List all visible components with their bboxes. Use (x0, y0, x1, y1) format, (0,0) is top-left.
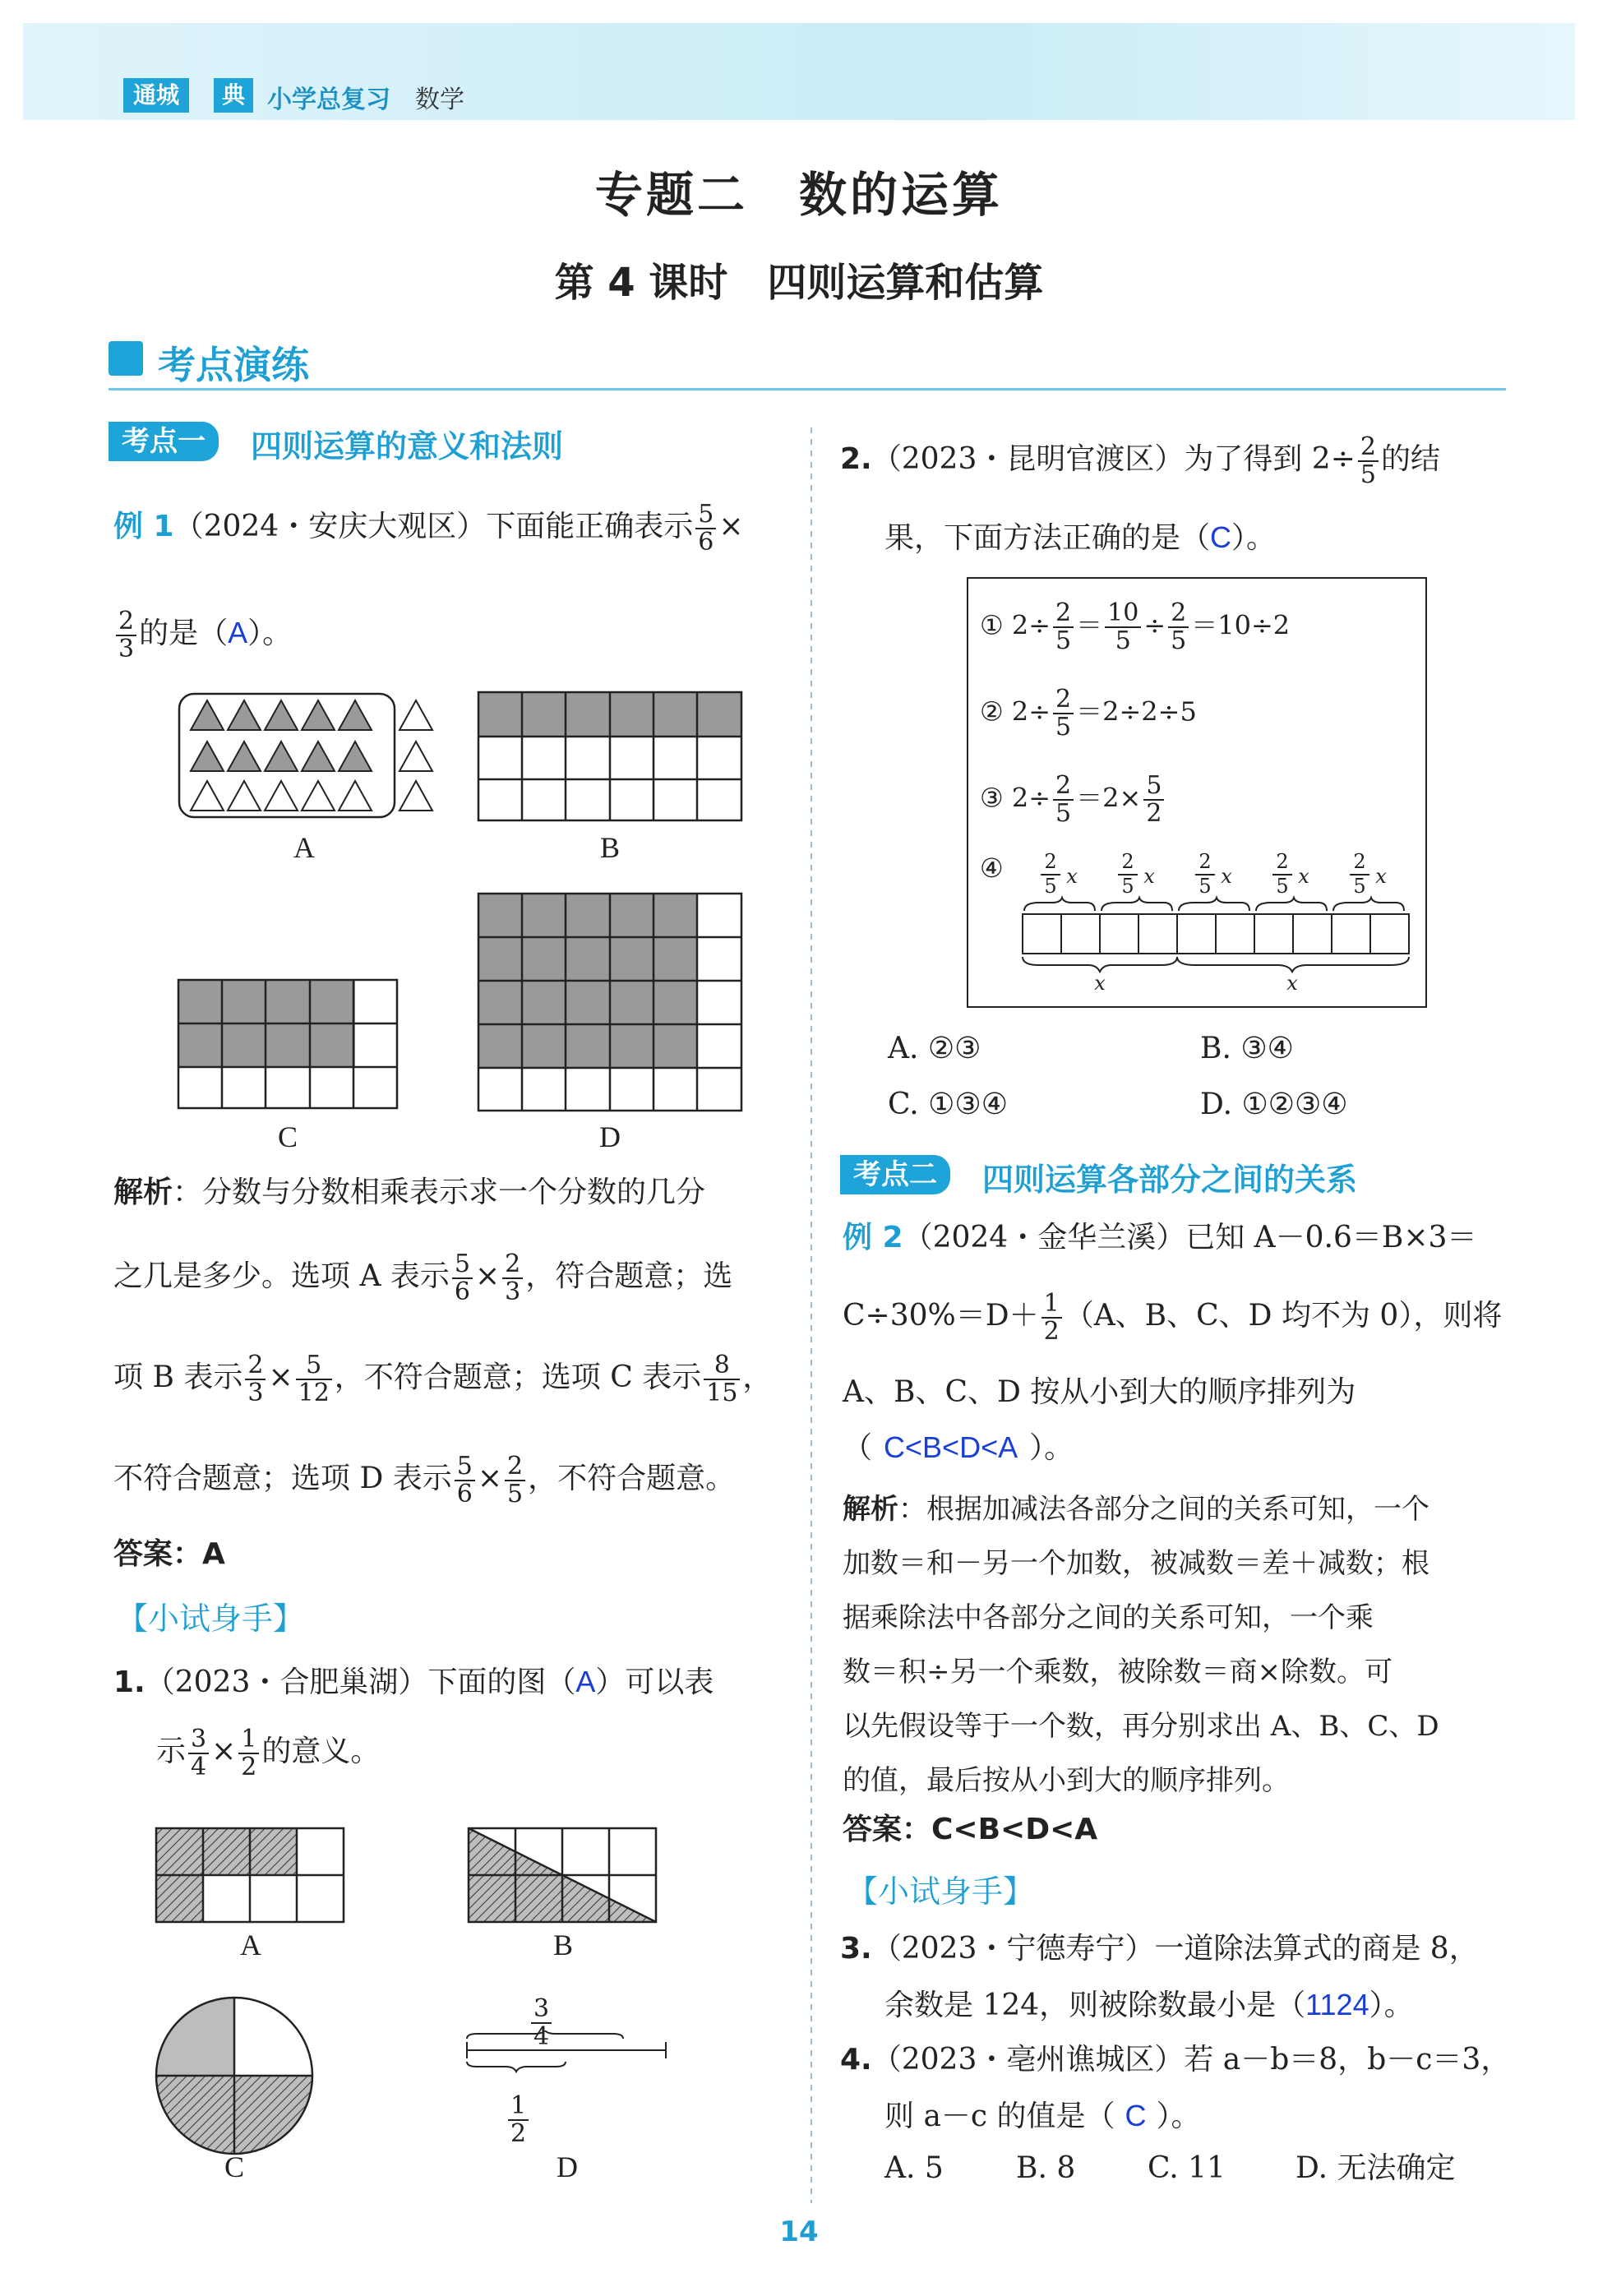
caption-q1-c: C (224, 2150, 244, 2183)
svg-text:x: x (1066, 865, 1078, 888)
question-4-line-1: 4.（2023・亳州谯城区）若 a－b＝8，b－c＝3， (840, 2043, 1511, 2077)
list-icon (109, 341, 143, 376)
svg-text:5: 5 (1044, 875, 1057, 898)
question-1-line-1: 1.（2023・合肥巢湖）下面的图（A）可以表 (113, 1665, 714, 1699)
answer: C<B<D<A (884, 1430, 1018, 1464)
answer: A (228, 616, 248, 649)
figure-ex1-a (173, 689, 444, 820)
q2-option-d: D. ①②③④ (1200, 1088, 1348, 1121)
figure-ex1-d (477, 892, 743, 1112)
figure-q1-d-bottom-fraction: $\frac{1}{2}$ (506, 2093, 531, 2147)
example-label: 例 1 (113, 510, 174, 543)
question-2-line-2: 果，下面方法正确的是（C）。 (884, 520, 1277, 555)
analysis-1-line-4: 不符合题意；选项 D 表示 $\frac{5}{6}$ × $\frac{2}{5}$ ，不符合题意。 (113, 1452, 736, 1508)
lesson-title: 第 4 课时 四则运算和估算 (554, 260, 1044, 306)
example-1-stem-2: $\frac{2}{3}$ 的是（A）。 (113, 608, 292, 663)
svg-text:2: 2 (1198, 850, 1212, 873)
svg-text:2: 2 (1044, 850, 1057, 873)
svg-text:5: 5 (1353, 875, 1366, 898)
brand-badge: 通城 (123, 78, 189, 113)
example-2-line-2: C÷30%＝D＋ $\frac{1}{2}$ （A、B、C、D 均不为 0），则将 (843, 1289, 1503, 1346)
caption-q1-b: B (552, 1929, 573, 1961)
caption-b: B (599, 831, 620, 864)
svg-text:x: x (1375, 865, 1387, 888)
fraction: $\frac{2}{3}$ (116, 608, 136, 663)
svg-text:x: x (1286, 972, 1298, 993)
column-divider (811, 427, 812, 2203)
q4-option-b: B. 8 (1016, 2151, 1076, 2185)
figure-q1-b (467, 1827, 658, 1924)
svg-text:5: 5 (1276, 875, 1289, 898)
subject-name: 数学 (415, 85, 464, 114)
answer: C (1125, 2099, 1147, 2132)
svg-text:5: 5 (1121, 875, 1134, 898)
svg-text:5: 5 (1198, 875, 1212, 898)
question-1-line-2: 示 $\frac{3}{4}$ × $\frac{1}{2}$ 的意义。 (156, 1725, 381, 1781)
example-1-stem: 例 1（2024・安庆大观区）下面能正确表示 $\frac{5}{6}$ × (113, 500, 744, 557)
method-4-label: ④ (980, 852, 1004, 884)
answer-2: 答案：C<B<D<A (843, 1813, 1098, 1846)
caption-q1-a: A (240, 1929, 261, 1961)
q2-option-a: A. ②③ (888, 1032, 981, 1065)
question-3-line-2: 余数是 124，则被除数最小是（1124）。 (884, 1988, 1414, 2022)
svg-text:2: 2 (1121, 850, 1134, 873)
example-2-line-1: 例 2（2024・金华兰溪）已知 A－0.6＝B×3＝ (843, 1221, 1477, 1254)
question-3-line-1: 3.（2023・宁德寿宁）一道除法算式的商是 8， (840, 1932, 1479, 1966)
page-number: 14 (779, 2215, 819, 2248)
analysis-2: 解析：根据加减法各部分之间的关系可知，一个 加数＝和－另一个加数，被减数＝差＋减数；根 据乘除法中各部分之间的关系可知，一个乘 数＝积÷另一个乘数，被除数＝商×除数。可 以先假设等于一个数，再分别求出 A、B、C、D 的值，最后按从小到大的顺序排列。 (843, 1493, 1439, 1797)
kd1-title: 四则运算的意义和法则 (251, 428, 564, 464)
section-heading: 考点演练 (158, 343, 309, 387)
try-label-1: 【小试身手】 (117, 1601, 305, 1637)
answer: 1124 (1305, 1988, 1369, 2021)
example-2-line-4: （ C<B<D<A ）。 (843, 1430, 1074, 1465)
analysis-1-line-1: 解析：分数与分数相乘表示求一个分数的几分 (113, 1176, 706, 1209)
answer-1: 答案：A (113, 1537, 225, 1571)
kd2-tag: 考点二 (840, 1155, 950, 1194)
kd2-title: 四则运算各部分之间的关系 (982, 1162, 1358, 1198)
figure-q1-c (155, 1996, 314, 2155)
analysis-1-line-2: 之几是多少。选项 A 表示 $\frac{5}{6}$ × $\frac{2}{3}$ ，符合题意；选 (113, 1250, 733, 1306)
q4-option-c: C. 11 (1148, 2151, 1226, 2185)
topic-title: 专题二 数的运算 (594, 167, 1003, 223)
caption-d: D (599, 1120, 621, 1153)
svg-text:x: x (1221, 865, 1232, 888)
kd1-tag: 考点一 (109, 422, 219, 461)
svg-text:2: 2 (1276, 850, 1289, 873)
figure-q1-d-top-fraction: $\frac{3}{4}$ (529, 1996, 554, 2050)
answer: A (575, 1665, 596, 1698)
method-4-diagram (1014, 845, 1417, 993)
header-banner (23, 23, 1575, 120)
section-underline (109, 388, 1506, 390)
series-name: 小学总复习 (267, 85, 390, 114)
figure-ex1-b (477, 691, 743, 822)
figure-q1-a (155, 1827, 345, 1924)
q2-option-c: C. ①③④ (888, 1088, 1008, 1121)
try-label-2: 【小试身手】 (847, 1873, 1035, 1910)
svg-text:x: x (1094, 972, 1106, 993)
svg-text:x: x (1143, 865, 1155, 888)
method-2: ② 2÷ $\frac{2}{5}$ ＝2÷2÷5 (980, 685, 1197, 741)
caption-a: A (293, 831, 315, 864)
method-1: ① 2÷ $\frac{2}{5}$ ＝ $\frac{10}{5}$ ÷ $\frac{2}{5}$ ＝10÷2 (980, 598, 1291, 655)
caption-c: C (277, 1120, 298, 1153)
question-4-line-2: 则 a－c 的值是（ C ）。 (884, 2099, 1201, 2133)
caption-q1-d: D (557, 2150, 578, 2183)
figure-ex1-c (177, 978, 399, 1110)
q4-option-a: A. 5 (884, 2151, 944, 2185)
answer: C (1210, 520, 1232, 554)
method-3: ③ 2÷ $\frac{2}{5}$ ＝2× $\frac{5}{2}$ (980, 773, 1166, 827)
question-2-line-1: 2.（2023・昆明官渡区）为了得到 2÷ $\frac{2}{5}$ 的结 (840, 432, 1440, 489)
analysis-1-line-3: 项 B 表示 $\frac{2}{3}$ × $\frac{5}{12}$ ，不符合题意；选项 C 表示 $\frac{8}{15}$ ， (113, 1351, 773, 1407)
figure-q1-d (460, 2030, 674, 2104)
fraction: $\frac{5}{6}$ (695, 501, 716, 556)
q2-option-b: B. ③④ (1200, 1032, 1294, 1065)
brand-badge-2: 典 (214, 78, 253, 113)
example-2-line-3: A、B、C、D 按从小到大的顺序排列为 (843, 1375, 1356, 1409)
svg-text:2: 2 (1353, 850, 1366, 873)
q4-option-d: D. 无法确定 (1295, 2151, 1456, 2185)
svg-text:x: x (1298, 865, 1309, 888)
analysis-label: 解析 (113, 1176, 173, 1209)
